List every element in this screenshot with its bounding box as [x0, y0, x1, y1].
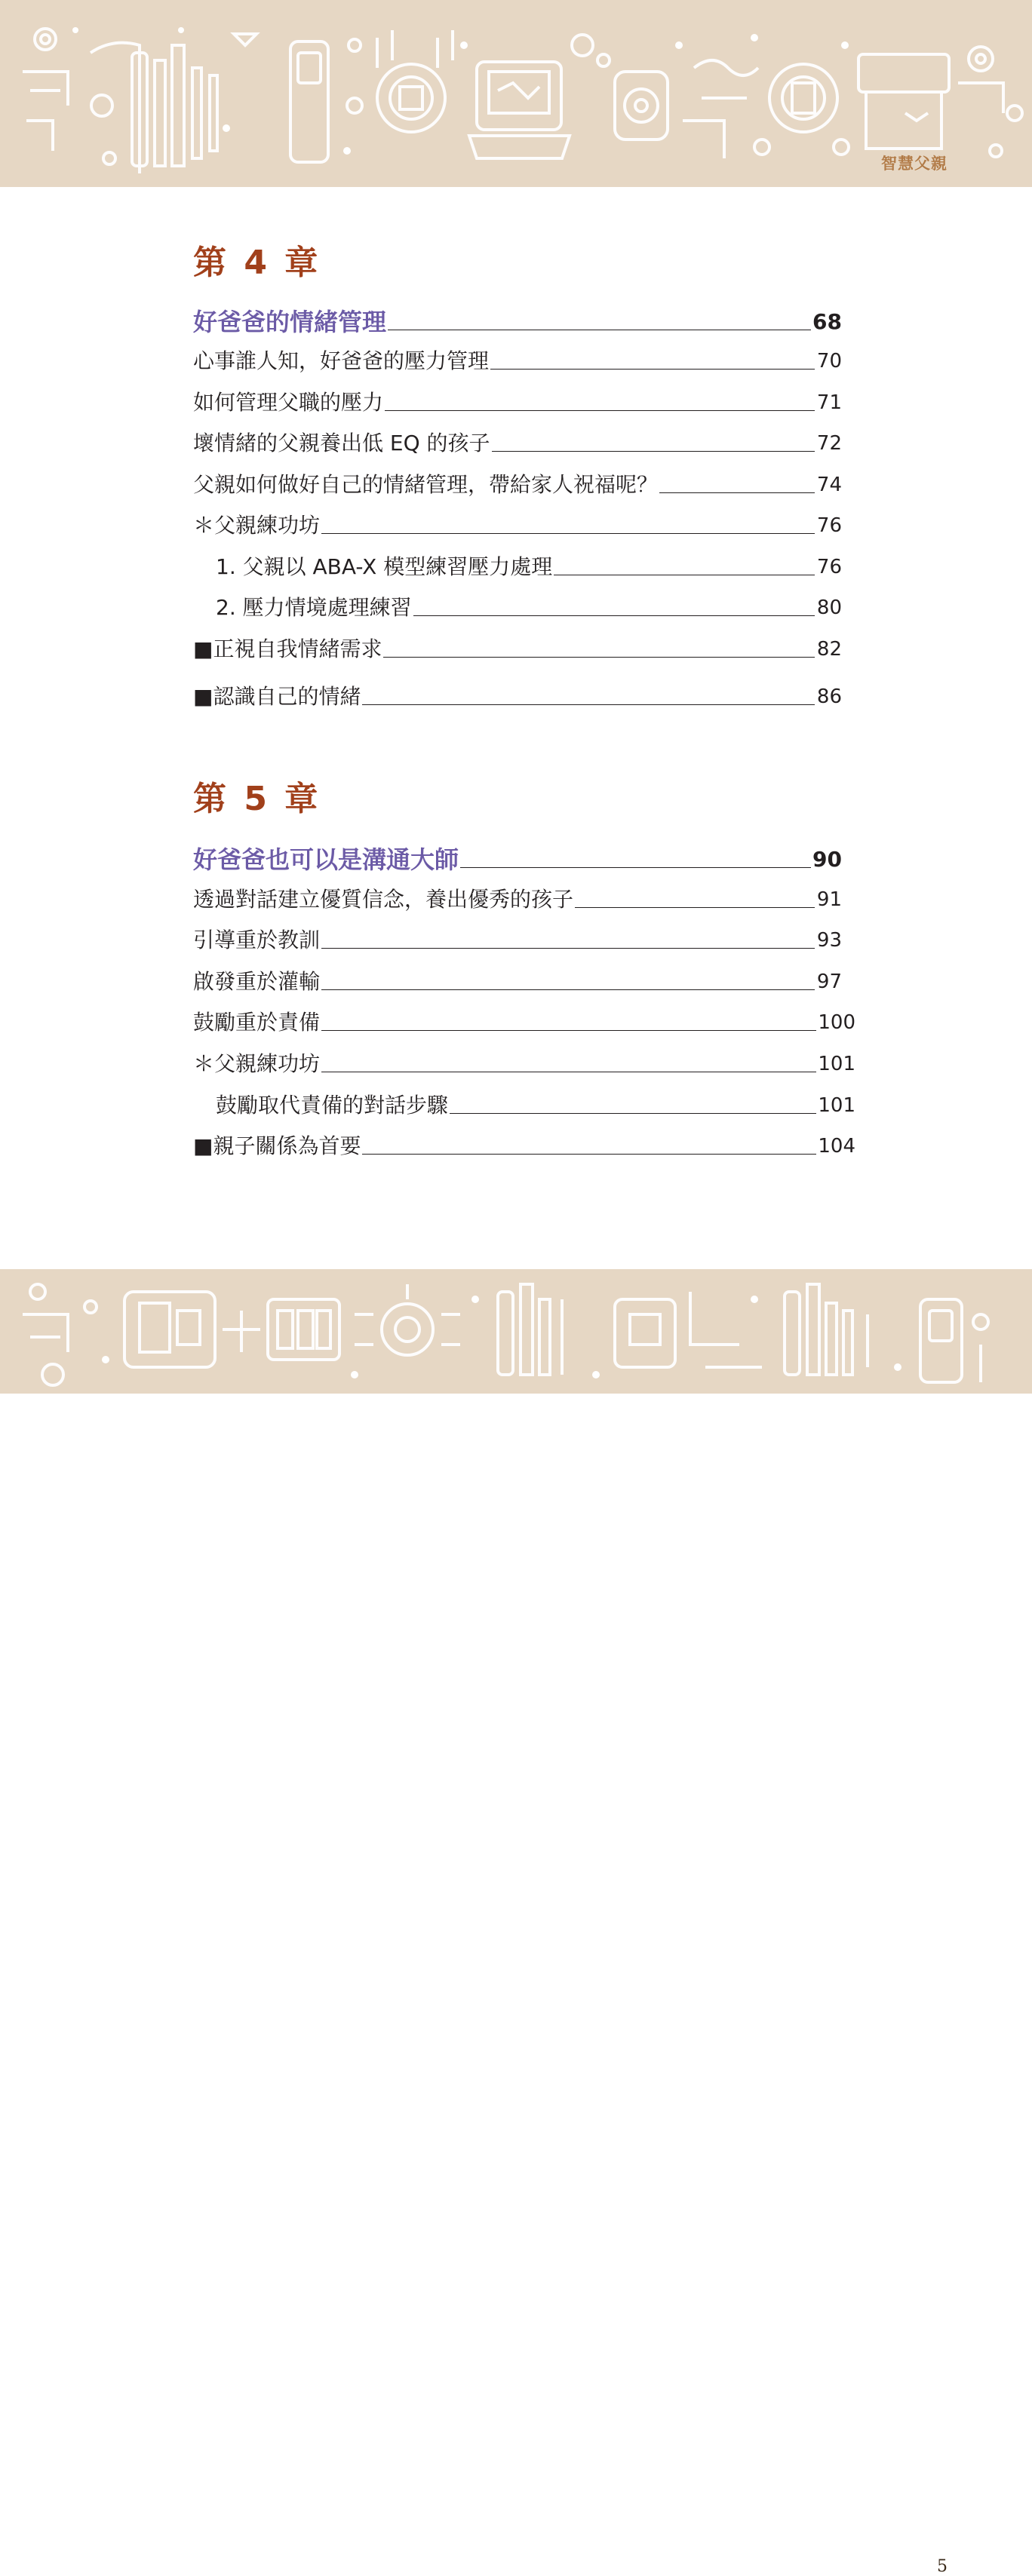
toc-leader-line [321, 1071, 816, 1072]
circuit-pattern-icon [0, 1269, 1032, 1394]
toc-entry-page: 74 [816, 474, 842, 496]
page-number: 5 [937, 2557, 948, 2576]
toc-entry-text: 如何管理父職的壓力 [193, 390, 384, 415]
toc-entry-page: 71 [816, 391, 842, 414]
toc-entry[interactable] [193, 632, 842, 662]
toc-entry[interactable] [193, 679, 842, 710]
toc-entry[interactable] [193, 1129, 855, 1159]
toc-subentry[interactable] [216, 1088, 855, 1118]
toc-leader-line [383, 656, 815, 658]
footer-decorative-band [0, 1269, 1032, 2576]
toc-leader-line [321, 532, 815, 534]
toc-entry[interactable] [193, 1005, 855, 1035]
toc-entry-page: 76 [816, 514, 842, 537]
toc-entry[interactable] [193, 344, 842, 374]
toc-entry-text: 好爸爸的情緒管理 [193, 308, 387, 336]
toc-entry-text: 父親如何做好自己的情緒管理，帶給家人祝福呢？ [193, 472, 659, 497]
toc-leader-line [492, 450, 815, 452]
toc-entry-text: ＊父親練功坊 [193, 513, 321, 538]
toc-entry[interactable] [193, 385, 842, 416]
toc-entry[interactable] [193, 1047, 855, 1077]
toc-leader-line [490, 368, 815, 370]
toc-entry-text: ■正視自我情緒需求 [193, 636, 382, 661]
toc-entry-page: 90 [812, 847, 842, 872]
toc-entry-text: ＊父親練功坊 [193, 1051, 321, 1076]
toc-leader-line [554, 574, 815, 575]
toc-entry-page: 93 [816, 929, 842, 952]
toc-entry-page: 70 [816, 350, 842, 373]
toc-leader-line [385, 409, 815, 411]
book-series-brand: 智慧父親 [881, 155, 948, 173]
toc-entry[interactable] [193, 468, 842, 498]
toc-leader-line [413, 615, 815, 616]
toc-entry-text: 心事誰人知，好爸爸的壓力管理 [193, 348, 490, 373]
toc-entry[interactable] [193, 923, 842, 953]
toc-leader-line [575, 906, 815, 908]
toc-entry[interactable] [193, 882, 842, 912]
toc-leader-line [362, 1153, 816, 1155]
toc-entry-text: 1. 父親以 ABA-X 模型練習壓力處理 [216, 554, 553, 579]
toc-entry-text: 透過對話建立優質信念，養出優秀的孩子 [193, 887, 574, 912]
toc-entry-page: 82 [816, 638, 842, 661]
toc-leader-line [321, 1029, 816, 1031]
header-decorative-band [0, 0, 1032, 187]
toc-leader-line [450, 1112, 816, 1114]
toc-entry-text: ■親子關係為首要 [193, 1133, 361, 1158]
toc-entry-text: 引導重於教訓 [193, 928, 321, 952]
toc-entry-text: ■認識自己的情緒 [193, 684, 361, 709]
toc-leader-line [321, 989, 815, 990]
toc-entry-page: 91 [816, 888, 842, 911]
toc-leader-line [321, 947, 815, 949]
toc-entry-page: 68 [812, 309, 842, 334]
toc-subentry[interactable] [216, 550, 842, 580]
toc-entry-page: 101 [818, 1094, 855, 1117]
toc-entry-page: 86 [816, 685, 842, 708]
toc-entry-page: 72 [816, 432, 842, 455]
toc-section-heading[interactable] [193, 305, 842, 335]
toc-entry[interactable] [193, 508, 842, 538]
toc-entry-page: 101 [818, 1053, 855, 1075]
toc-entry-text: 壞情緒的父親養出低 EQ 的孩子 [193, 431, 490, 455]
toc-entry-text: 2. 壓力情境處理練習 [216, 595, 412, 620]
toc-leader-line [460, 866, 811, 868]
toc-entry-text: 鼓勵取代責備的對話步驟 [216, 1093, 449, 1118]
toc-leader-line [388, 329, 811, 330]
toc-entry-text: 啟發重於灌輸 [193, 969, 321, 994]
toc-entry-text: 鼓勵重於責備 [193, 1010, 321, 1035]
toc-entry[interactable] [193, 426, 842, 456]
toc-entry-page: 100 [818, 1011, 855, 1034]
toc-entry-page: 80 [816, 596, 842, 619]
toc-leader-line [362, 704, 815, 705]
toc-leader-line [659, 492, 815, 493]
toc-entry-page: 97 [816, 971, 842, 993]
chapter-5-title: 第 5 章 [193, 780, 321, 818]
toc-entry-page: 76 [816, 556, 842, 578]
toc-entry[interactable] [193, 964, 842, 995]
toc-entry-text: 好爸爸也可以是溝通大師 [193, 845, 459, 874]
toc-subentry[interactable] [216, 590, 842, 621]
chapter-4-title: 第 4 章 [193, 244, 321, 282]
circuit-pattern-icon [0, 0, 1032, 187]
toc-entry-page: 104 [818, 1135, 855, 1158]
toc-section-heading[interactable] [193, 842, 842, 872]
